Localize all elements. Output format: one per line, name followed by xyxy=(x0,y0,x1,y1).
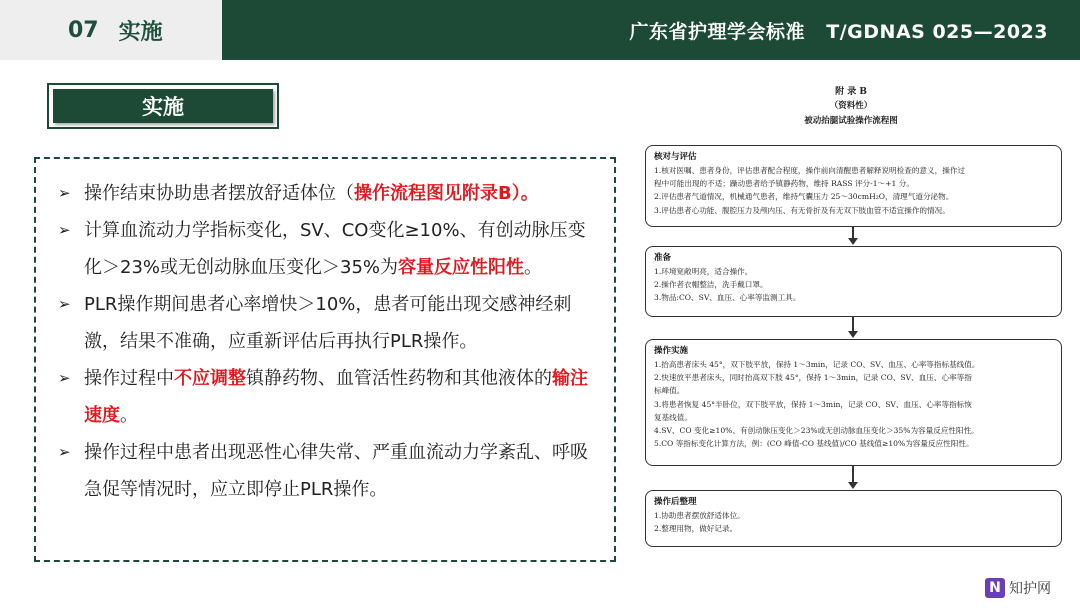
section-header xyxy=(0,0,222,60)
step-line: 2.整理用物，做好记录。 xyxy=(654,524,738,534)
step-line: 3.物品:CO、SV、血压、心率等监测工具。 xyxy=(654,293,801,303)
step-line: 1.抬高患者床头 45°，双下肢平放，保持 1～3min，记录 CO、SV、血压、心率等指标基线值。 xyxy=(654,360,980,369)
arrow-bullet-icon: ➢ xyxy=(58,295,71,313)
bullet-text xyxy=(84,360,600,434)
step-line: 复基线值。 xyxy=(654,412,692,422)
standard-banner xyxy=(222,0,1080,60)
step-heading: 核对与评估 xyxy=(654,152,697,162)
step-line: 2.快速放平患者床头，同时抬高双下肢 45°，保持 1～3min，记录 CO、SV、血压、心率等指 xyxy=(654,373,972,383)
appendix-nature: （资料性） xyxy=(829,101,873,111)
step-line: 1.环境宽敞明亮，适合操作。 xyxy=(654,267,753,276)
step-heading: 操作实施 xyxy=(654,346,689,356)
step-line: 程中可能出现的不适；躁动患者给予镇静药物，维持 RASS 评分-1～+1 分。 xyxy=(654,179,914,189)
flowchart-step-box xyxy=(645,145,1062,227)
appendix-label: 附 录 B xyxy=(835,87,867,97)
step-line: 1.核对医嘱、患者身份，评估患者配合程度，操作前向清醒患者解释说明检查的意义，操作过 xyxy=(654,166,965,175)
highlight-text: 输注速度 xyxy=(84,368,588,426)
flowchart-step-box xyxy=(645,490,1062,547)
flowchart-step-box xyxy=(645,246,1062,317)
bullet-text xyxy=(84,212,600,286)
bullet-list xyxy=(34,157,616,562)
bullet-text-part: 操作过程中患者出现恶性心律失常、严重血流动力学紊乱、呼吸急促等情况时，应立即停止PLR操作。 xyxy=(84,442,588,500)
step-line: 4.SV、CO 变化≥10%、有创动脉压变化＞23%或无创动脉血压变化＞35%为容量反应性阳性。 xyxy=(654,426,979,436)
arrow-bullet-icon: ➢ xyxy=(58,221,71,239)
highlight-text: 不应调整 xyxy=(174,368,246,389)
step-line: 标峰值。 xyxy=(654,386,685,396)
bullet-text-part: PLR操作期间患者心率增快＞10%，患者可能出现交感神经刺激，结果不准确，应重新评估后再执行PLR操作。 xyxy=(84,294,572,352)
flowchart-title: 被动抬腿试验操作流程图 xyxy=(804,116,898,126)
step-line: 1.协助患者摆放舒适体位。 xyxy=(654,511,745,520)
step-heading: 准备 xyxy=(654,253,672,263)
step-line: 2.评估患者气道情况，机械通气患者，维持气囊压力 25～30cmH₂O，清理气道分泌物。 xyxy=(654,192,954,202)
logo-text: 知护网 xyxy=(1009,581,1051,597)
step-line: 3.评估患者心功能、腹腔压力及颅内压、有无骨折及有无双下肢血管不适宜操作的情况。 xyxy=(654,205,950,215)
arrow-bullet-icon: ➢ xyxy=(58,369,71,387)
bullet-item xyxy=(58,434,600,508)
flow-arrow-icon xyxy=(852,466,854,484)
bullet-text-part: 。 xyxy=(524,257,543,278)
step-line: 2.操作者衣帽整洁，洗手戴口罩。 xyxy=(654,280,768,290)
bullet-item xyxy=(58,212,600,286)
standard-code: 广东省护理学会标准 T/GDNAS 025—2023 xyxy=(629,20,1048,43)
bullet-text-part: 镇静药物、血管活性药物和其他液体的 xyxy=(246,368,552,389)
arrow-bullet-icon: ➢ xyxy=(58,184,71,202)
bullet-text xyxy=(84,175,600,212)
bullet-text-part: 计算血流动力学指标变化，SV、CO变化≥10%、有创动脉压变化＞23%或无创动脉血压变化＞35%为 xyxy=(84,220,586,278)
bullet-text-part: 操作过程中 xyxy=(84,368,174,389)
bullet-item xyxy=(58,175,600,212)
step-heading: 操作后整理 xyxy=(654,497,697,507)
step-line: 3.将患者恢复 45°半卧位，双下肢平放，保持 1～3min，记录 CO、SV、血压、心率等指标恢 xyxy=(654,399,972,409)
highlight-text: 容量反应性阳性 xyxy=(398,257,525,278)
bullet-text-part: 。 xyxy=(120,405,138,426)
highlight-text: ）。 xyxy=(511,183,539,204)
section-name: 实施 xyxy=(118,19,163,45)
flow-arrow-icon xyxy=(852,317,854,333)
bullet-text-part: 操作结束协助患者摆放舒适体位（ xyxy=(84,183,354,204)
bullet-item xyxy=(58,360,600,434)
section-title: 实施 xyxy=(53,89,273,123)
section-title-box xyxy=(47,83,279,129)
site-logo[interactable] xyxy=(985,578,1051,598)
arrow-bullet-icon: ➢ xyxy=(58,443,71,461)
step-line: 5.CO 等指标变化计算方法，例：(CO 峰值-CO 基线值)/CO 基线值≥10%为容量反应性阳性。 xyxy=(654,439,974,449)
flow-arrow-icon xyxy=(852,227,854,240)
bullet-text xyxy=(84,434,600,508)
bullet-text xyxy=(84,286,600,360)
bullet-item xyxy=(58,286,600,360)
section-number: 07 xyxy=(68,17,99,43)
flowchart-step-box xyxy=(645,339,1062,466)
highlight-text: 操作流程图见附录B xyxy=(354,183,512,204)
logo-icon: N xyxy=(985,578,1005,598)
